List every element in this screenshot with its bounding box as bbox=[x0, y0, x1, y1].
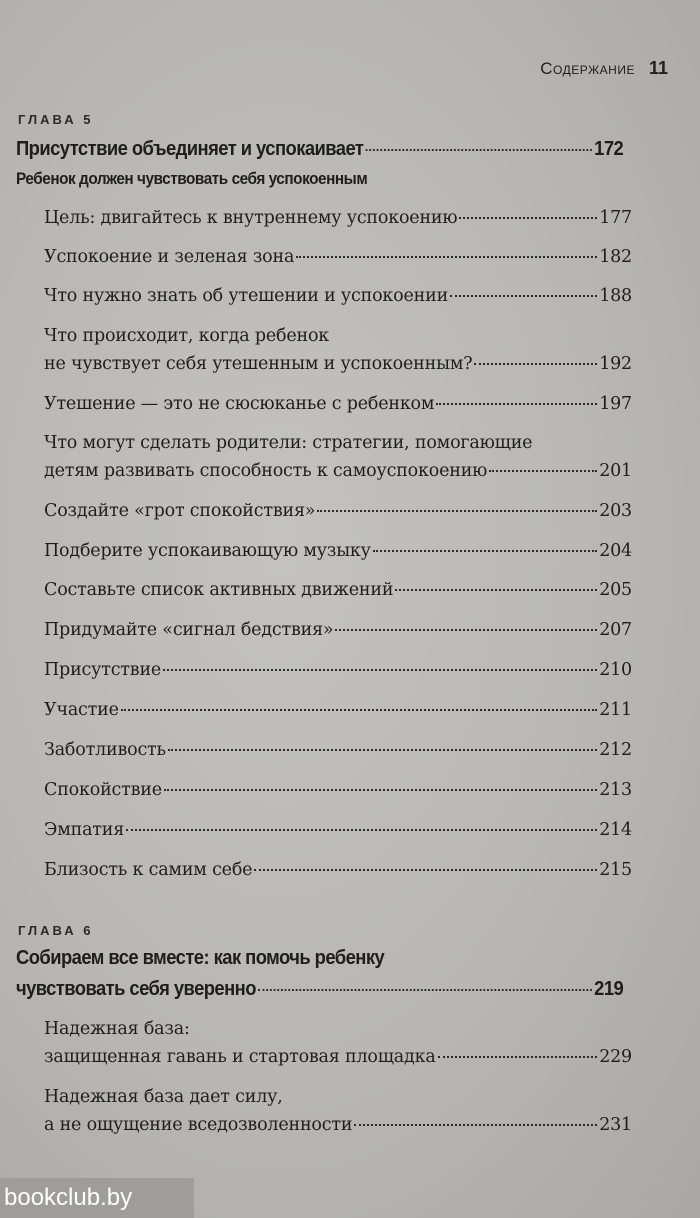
toc-entry-page: 192 bbox=[599, 354, 632, 374]
chapter-5-title: Присутствие объединяет и успокаивает bbox=[16, 138, 364, 160]
leader-dots bbox=[258, 989, 593, 991]
leader-dots bbox=[365, 149, 592, 151]
leader-dots bbox=[436, 403, 597, 405]
toc-entry bbox=[44, 780, 632, 800]
toc-entry bbox=[44, 740, 632, 760]
toc-entry-page: 211 bbox=[599, 700, 632, 720]
toc-entry bbox=[44, 700, 632, 720]
toc-entry-page: 203 bbox=[599, 501, 632, 521]
toc-entry bbox=[44, 247, 632, 267]
toc-entry-page: 205 bbox=[599, 580, 632, 600]
chapter-5-title-page: 172 bbox=[594, 138, 624, 160]
leader-dots bbox=[373, 550, 597, 552]
toc-entry-label: Присутствие bbox=[44, 660, 162, 680]
leader-dots bbox=[459, 217, 597, 219]
leader-dots bbox=[317, 510, 597, 512]
leader-dots bbox=[474, 363, 597, 365]
running-head-title: Содержание bbox=[540, 59, 635, 78]
leader-dots bbox=[335, 629, 597, 631]
chapter-6-title-row bbox=[16, 978, 623, 1001]
toc-entry bbox=[44, 208, 632, 228]
toc-entry-label: Утешение — это не сюсюканье с ребенком bbox=[44, 394, 435, 414]
toc-entry-label: Подберите успокаивающую музыку bbox=[44, 541, 371, 561]
toc-entry bbox=[44, 394, 632, 414]
chapter-5-subtitle: Ребенок должен чувствовать себя успокоенным bbox=[16, 170, 368, 188]
toc-entry-label: Заботливость bbox=[44, 740, 166, 760]
toc-entry-label: детям развивать способность к самоуспокоению bbox=[44, 461, 488, 481]
toc-entry bbox=[44, 1047, 632, 1067]
toc-entry-page: 177 bbox=[599, 208, 632, 228]
toc-entry-page: 231 bbox=[599, 1115, 632, 1135]
leader-dots bbox=[354, 1124, 597, 1126]
toc-entry-first-line: Надежная база дает силу, bbox=[44, 1087, 283, 1107]
chapter-6-label: ГЛАВА 6 bbox=[18, 923, 94, 938]
toc-entry-page: 197 bbox=[599, 394, 632, 414]
toc-entry bbox=[44, 461, 632, 481]
toc-entry bbox=[44, 620, 632, 640]
toc-entry bbox=[44, 501, 632, 521]
toc-entry bbox=[44, 660, 632, 680]
toc-entry-label: Придумайте «сигнал бедствия» bbox=[44, 620, 334, 640]
toc-entry bbox=[44, 541, 632, 561]
leader-dots bbox=[438, 1056, 598, 1058]
toc-entry-page: 213 bbox=[599, 780, 632, 800]
toc-entry-page: 207 bbox=[599, 620, 632, 640]
chapter-6-title-page: 219 bbox=[594, 978, 624, 1000]
leader-dots bbox=[168, 749, 597, 751]
leader-dots bbox=[126, 829, 597, 831]
toc-entry-page: 229 bbox=[599, 1047, 632, 1067]
toc-entry-label: Успокоение и зеленая зона bbox=[44, 247, 295, 267]
toc-entry bbox=[44, 860, 632, 880]
toc-entry-label: защищенная гавань и стартовая площадка bbox=[44, 1047, 436, 1067]
running-head bbox=[540, 58, 668, 79]
toc-entry-label: Составьте список активных движений bbox=[44, 580, 394, 600]
leader-dots bbox=[296, 256, 597, 258]
toc-entry-first-line: Что происходит, когда ребенок bbox=[44, 326, 330, 346]
leader-dots bbox=[163, 669, 597, 671]
toc-entry-page: 214 bbox=[599, 820, 632, 840]
toc-entry-page: 215 bbox=[599, 860, 632, 880]
toc-entry bbox=[44, 286, 632, 306]
chapter-6-title-first-line: Собираем все вместе: как помочь ребенку bbox=[16, 947, 385, 969]
leader-dots bbox=[395, 589, 597, 591]
toc-entry-label: Участие bbox=[44, 700, 119, 720]
toc-entry-first-line: Надежная база: bbox=[44, 1019, 190, 1039]
toc-entry-page: 210 bbox=[599, 660, 632, 680]
chapter-5-label: ГЛАВА 5 bbox=[18, 112, 94, 127]
toc-entry-label: а не ощущение вседозволенности bbox=[44, 1115, 353, 1135]
toc-entry bbox=[44, 1115, 632, 1135]
toc-entry bbox=[44, 354, 632, 374]
leader-dots bbox=[450, 295, 597, 297]
toc-entry-page: 188 bbox=[599, 286, 632, 306]
site-watermark: bookclub.by bbox=[0, 1178, 194, 1218]
toc-entry-first-line: Что могут сделать родители: стратегии, помогающие bbox=[44, 433, 533, 453]
toc-entry-label: не чувствует себя утешенным и успокоенным? bbox=[44, 354, 473, 374]
toc-entry-label: Создайте «грот спокойствия» bbox=[44, 501, 316, 521]
leader-dots bbox=[489, 470, 597, 472]
toc-entry-label: Цель: двигайтесь к внутреннему успокоению bbox=[44, 208, 458, 228]
chapter-5-title-row bbox=[16, 138, 623, 161]
toc-entry bbox=[44, 820, 632, 840]
toc-entry-label: Спокойствие bbox=[44, 780, 162, 800]
running-head-page-number: 11 bbox=[648, 58, 668, 78]
chapter-6-title: чувствовать себя уверенно bbox=[16, 978, 256, 1000]
toc-entry-page: 212 bbox=[599, 740, 632, 760]
leader-dots bbox=[254, 869, 597, 871]
toc-entry-label: Эмпатия bbox=[44, 820, 125, 840]
toc-entry-page: 182 bbox=[599, 247, 632, 267]
toc-entry-page: 204 bbox=[599, 541, 632, 561]
toc-entry-label: Близость к самим себе bbox=[44, 860, 253, 880]
leader-dots bbox=[164, 789, 597, 791]
toc-entry bbox=[44, 580, 632, 600]
toc-entry-page: 201 bbox=[599, 461, 632, 481]
toc-entry-label: Что нужно знать об утешении и успокоении bbox=[44, 286, 449, 306]
leader-dots bbox=[121, 709, 597, 711]
